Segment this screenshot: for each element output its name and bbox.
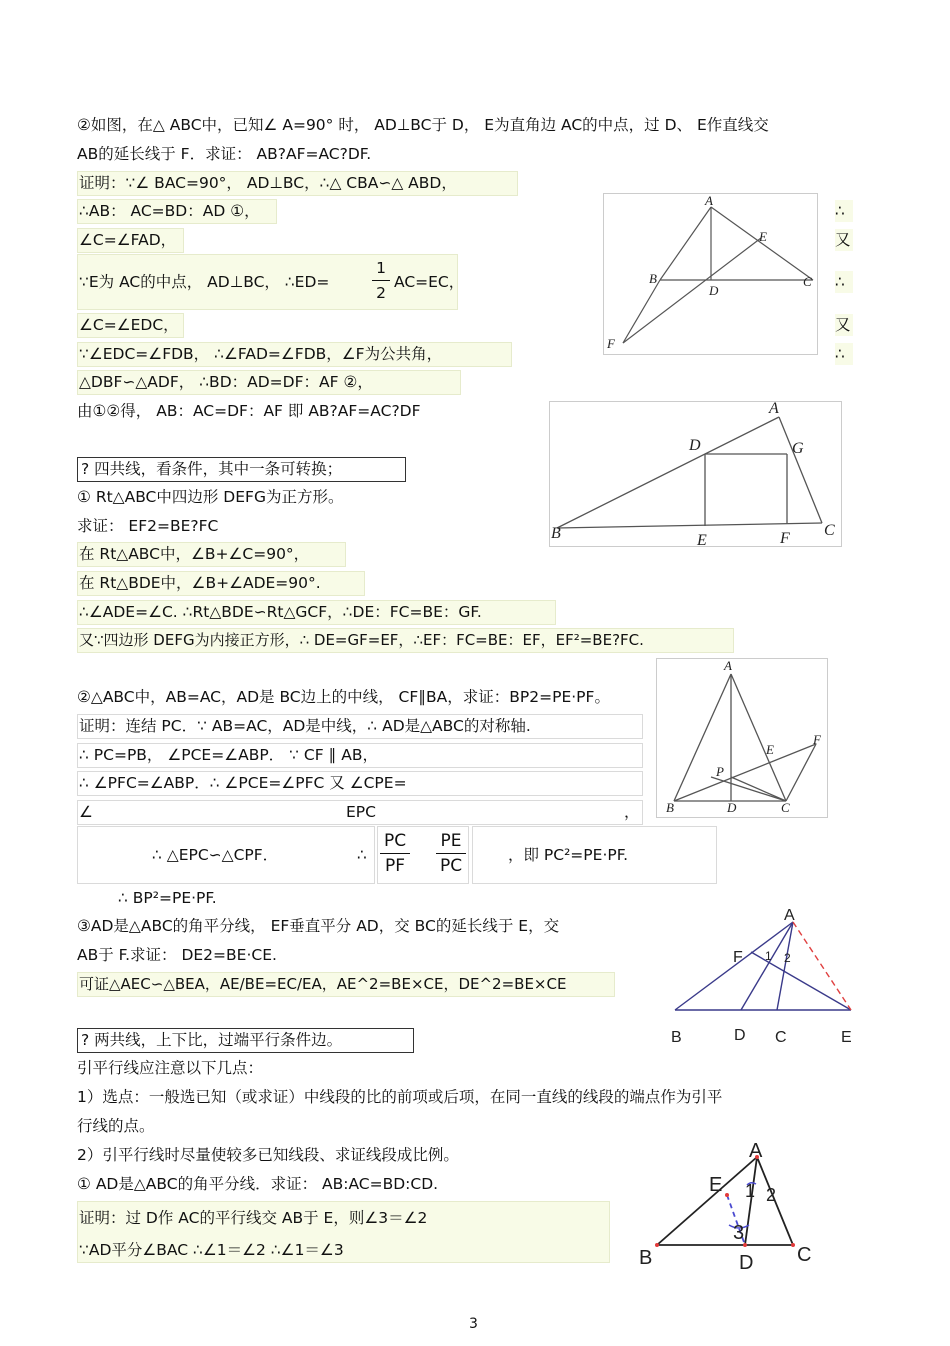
proof-1-step-2: ∴AB： AC=BD：AD ①， (79, 202, 260, 220)
proof-3-step-4-epc: EPC (346, 803, 376, 821)
fig4-label-a: A (784, 907, 795, 924)
proof-5-step-1: 证明：过 D作 AC的平行线交 AB于 E，则∠3＝∠2 (79, 1209, 428, 1227)
fraction-pe-pc (436, 831, 466, 876)
fig3-label-b: B (666, 800, 674, 815)
fig5-label-e: E (709, 1174, 723, 1196)
fig5-label-c: C (797, 1244, 812, 1266)
fraction-denominator: 2 (376, 284, 386, 302)
problem-1-line-1: ②如图，在△ ABC中，已知∠ A=90° 时， AD⊥BC于 D， E为直角边 AC的中点，过 D、 E作直线交 (77, 116, 769, 134)
tip-2: 2）引平行线时尽量使较多已知线段、求证线段成比例。 (77, 1146, 459, 1164)
fig3-label-f: F (813, 732, 821, 747)
fig4-label-2: 2 (784, 951, 791, 965)
fig4-label-d: D (734, 1027, 746, 1044)
fig1-label-d: D (709, 283, 719, 298)
side-char-2: 又 (835, 229, 853, 251)
side-char-3: ∴ (835, 271, 853, 293)
fraction-bar (436, 853, 466, 854)
proof-3-step-3: ∴ ∠PFC=∠ABP．∴ ∠PCE=∠PFC 又 ∠CPE= (79, 774, 407, 792)
fig4-label-e: E (841, 1029, 852, 1046)
fig2-label-g: G (792, 440, 804, 457)
problem-2-line-1: ① Rt△ABC中四边形 DEFG为正方形。 (77, 488, 344, 506)
proof-1-step-6: ∵∠EDC=∠FDB， ∴∠FAD=∠FDB，∠F为公共角， (79, 345, 443, 363)
proof-3-step-4-angle: ∠ (79, 803, 93, 821)
side-char-5: ∴ (835, 343, 853, 365)
fig1-label-c: C (803, 274, 812, 289)
figure-3-isosceles (656, 658, 828, 818)
proof-1-step-5: ∠C=∠EDC， (79, 316, 179, 334)
proof-2-step-3: ∴∠ADE=∠C. ∴Rt△BDE∽Rt△GCF，∴DE：FC=BE：GF. (79, 603, 482, 621)
fig3-label-a: A (724, 658, 732, 673)
fig3-label-c: C (781, 800, 790, 815)
proof-1-step-1: 证明：∵∠ BAC=90°， AD⊥BC，∴△ CBA∽△ ABD， (79, 174, 457, 192)
proof-5-step-2: ∵AD平分∠BAC ∴∠1＝∠2 ∴∠1＝∠3 (79, 1241, 344, 1259)
proof-1-step-4a: ∵E为 AC的中点， AD⊥BC， ∴ED= (79, 273, 330, 291)
fig1-label-f: F (607, 336, 615, 351)
fig4-label-b: B (671, 1029, 682, 1046)
fig1-label-a: A (705, 193, 713, 208)
problem-5-line-1: ① AD是△ABC的角平分线．求证： AB:AC=BD:CD. (77, 1175, 439, 1193)
figure-1-triangle (603, 193, 818, 355)
fig2-label-e: E (697, 532, 707, 547)
problem-3-line-1: ②△ABC中，AB=AC，AD是 BC边上的中线， CF∥BA，求证：BP2=PE·PF。 (77, 688, 610, 706)
fig5-label-d: D (739, 1252, 754, 1274)
fig3-label-p: P (716, 764, 724, 779)
tip-1-line-1: 1）选点：一般选已知（或求证）中线段的比的前项或后项，在同一直线的线段的端点作为引平 (77, 1088, 723, 1106)
fig2-label-c: C (824, 522, 835, 539)
fig3-label-e: E (766, 742, 774, 757)
proof-1-step-4b: AC=EC， (394, 273, 465, 291)
section-header-two-collinear: ? 两共线，上下比，过端平行条件边。 (81, 1031, 343, 1049)
proof-3-step-4-comma: ， (624, 803, 640, 821)
fig5-label-1: 1 (745, 1181, 756, 1201)
fraction-numerator: 1 (376, 259, 386, 277)
proof-1-step-7: △DBF∽△ADF， ∴BD：AD=DF：AF ②， (79, 373, 373, 391)
fig2-label-b: B (551, 525, 561, 542)
proof-3-step-2: ∴ PC=PB， ∠PCE=∠ABP． ∵ CF ∥ AB， (79, 746, 378, 764)
proof-3-step-5a: ∴ △EPC∽△CPF． (152, 846, 279, 864)
section-header-four-collinear: ? 四共线，看条件，其中一条可转换； (81, 460, 343, 478)
fig4-label-1: 1 (765, 949, 772, 963)
proof-3-step-5b: ∴ (357, 846, 367, 864)
fraction-one-half (372, 258, 390, 303)
proof-2-step-2: 在 Rt△BDE中，∠B+∠ADE=90°. (79, 574, 321, 592)
proof-2-step-4: 又∵四边形 DEFG为内接正方形，∴ DE=GF=EF，∴EF：FC=BE：EF，EF²=BE?FC. (79, 631, 644, 649)
problem-1-line-2: AB的延长线于 F．求证： AB?AF=AC?DF. (77, 145, 372, 163)
figure-5-parallel-line (635, 1135, 825, 1275)
tip-1-line-2: 行线的点。 (77, 1117, 155, 1135)
fig2-label-d: D (689, 437, 701, 454)
proof-2-step-1: 在 Rt△ABC中，∠B+∠C=90°， (79, 545, 310, 563)
fig5-label-b: B (639, 1247, 653, 1269)
fig4-label-c: C (775, 1029, 787, 1046)
fig2-label-a: A (769, 401, 779, 417)
fig2-label-f: F (780, 530, 790, 547)
problem-4-line-2: AB于 F.求证： DE2=BE·CE. (77, 946, 277, 964)
fraction-numerator: PE (440, 831, 462, 851)
fig4-label-f: F (733, 949, 743, 966)
fraction-denominator: PC (439, 856, 463, 876)
figure-4-angle-bisector (665, 900, 865, 1050)
fraction-denominator: PF (384, 856, 406, 876)
proof-4-step-1: 可证△AEC∽△BEA，AE/BE=EC/EA，AE^2=BE×CE，DE^2=BE×CE (79, 975, 567, 993)
fig1-label-e: E (759, 229, 767, 244)
side-char-4: 又 (835, 314, 853, 336)
proof-1-step-3: ∠C=∠FAD， (79, 231, 177, 249)
fraction-pc-pf (380, 831, 410, 876)
fraction-numerator: PC (383, 831, 407, 851)
fraction-bar (380, 853, 410, 854)
fig5-label-3: 3 (733, 1222, 745, 1244)
fraction-bar (372, 280, 390, 281)
problem-2-line-2: 求证： EF2=BE?FC (77, 517, 219, 535)
proof-3-step-5c: ，即 PC²=PE·PF. (508, 846, 629, 864)
fig3-label-d: D (727, 800, 737, 815)
fig1-label-b: B (649, 271, 657, 286)
tips-intro: 引平行线应注意以下几点： (77, 1059, 264, 1077)
fig5-label-2: 2 (766, 1185, 777, 1205)
page-number: 3 (469, 1316, 478, 1332)
proof-3-step-6: ∴ BP²=PE·PF. (118, 889, 217, 907)
side-char-1: ∴ (835, 200, 853, 222)
problem-4-line-1: ③AD是△ABC的角平分线， EF垂直平分 AD，交 BC的延长线于 E，交 (77, 917, 560, 935)
proof-3-step-1: 证明：连结 PC．∵ AB=AC，AD是中线，∴ AD是△ABC的对称轴. (79, 717, 531, 735)
proof-1-step-8: 由①②得， AB：AC=DF：AF 即 AB?AF=AC?DF (77, 402, 421, 420)
figure-2-inscribed-square (549, 401, 842, 547)
fig5-label-a: A (749, 1140, 763, 1162)
